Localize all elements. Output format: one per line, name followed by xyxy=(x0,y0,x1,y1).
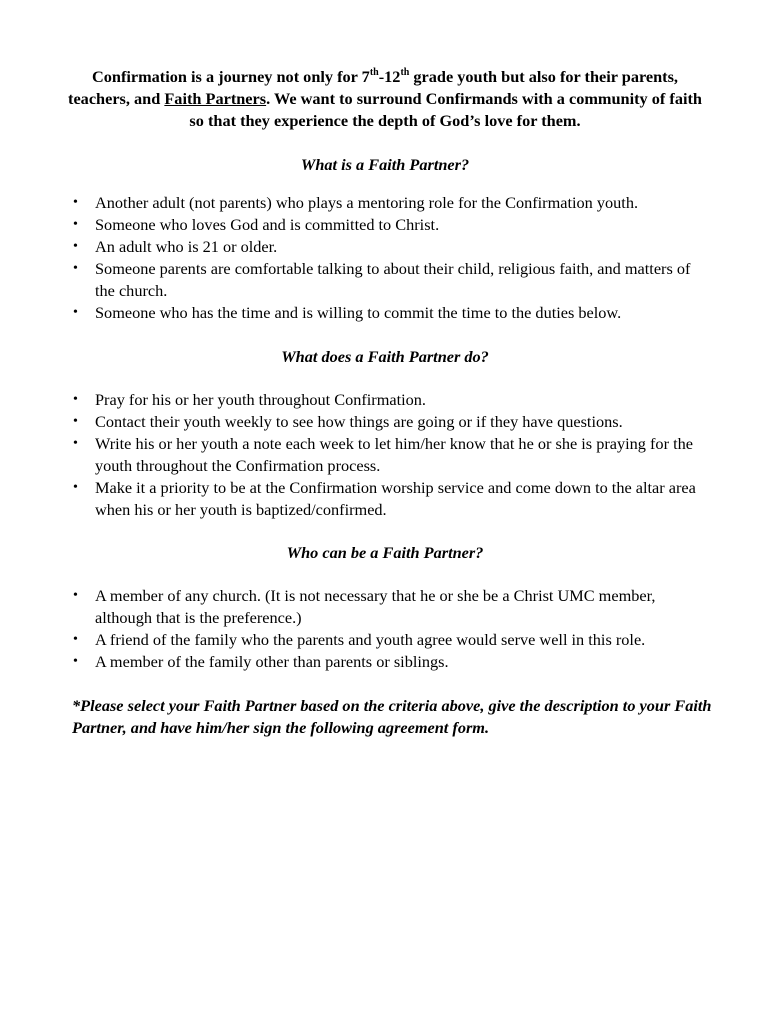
bullet-icon: • xyxy=(73,305,78,320)
section-list-who-can xyxy=(70,585,710,673)
list-item xyxy=(70,651,710,673)
closing-instruction: *Please select your Faith Partner based on the criteria above, give the description to your Faith Partner, and have him/her sign the following agreement form. xyxy=(72,696,712,737)
bullet-icon: • xyxy=(73,217,78,232)
bullet-icon: • xyxy=(73,392,78,407)
section-heading-what-does: What does a Faith Partner do? xyxy=(281,347,489,366)
intro-text-3: grade youth but also for their parents, teachers, and xyxy=(68,67,678,108)
bullet-icon: • xyxy=(73,414,78,429)
list-item-text: A member of the family other than parents or siblings. xyxy=(95,652,449,671)
bullet-icon: • xyxy=(73,436,78,451)
intro-text-4: . We want to surround Confirmands with a community of faith so that they experience the depth of God’s love for them. xyxy=(189,89,702,130)
list-item xyxy=(70,236,710,258)
list-item-text: A friend of the family who the parents and youth agree would serve well in this role. xyxy=(95,630,646,649)
intro-superscript-1: th xyxy=(369,66,379,78)
list-item xyxy=(70,411,710,433)
intro-text-1: Confirmation is a journey not only for 7 xyxy=(91,67,370,86)
list-item-text: Contact their youth weekly to see how things are going or if they have questions. xyxy=(95,412,623,431)
list-item-text: Another adult (not parents) who plays a mentoring role for the Confirmation youth. xyxy=(95,193,639,212)
list-item-text: Someone who has the time and is willing to commit the time to the duties below. xyxy=(95,303,622,322)
list-item xyxy=(70,585,710,629)
list-item xyxy=(70,433,710,477)
intro-text-2: -12 xyxy=(378,67,401,86)
list-item-text: Someone who loves God and is committed to Christ. xyxy=(95,215,440,234)
bullet-icon: • xyxy=(73,654,78,669)
intro-faith-partners-underlined: Faith Partners xyxy=(164,89,267,108)
list-item-text: Someone parents are comfortable talking to about their child, religious faith, and matters of the church. xyxy=(95,259,691,300)
section-heading-who-can: Who can be a Faith Partner? xyxy=(286,543,484,562)
list-item-text: Write his or her youth a note each week to let him/her know that he or she is praying for the youth throughout the Confirmation process. xyxy=(95,434,693,475)
intro-superscript-2: th xyxy=(400,66,410,78)
bullet-icon: • xyxy=(73,632,78,647)
bullet-icon: • xyxy=(73,480,78,495)
intro-paragraph xyxy=(60,66,710,132)
bullet-icon: • xyxy=(73,239,78,254)
list-item xyxy=(70,389,710,411)
list-item-text: Pray for his or her youth throughout Confirmation. xyxy=(95,390,427,409)
list-item-text: Make it a priority to be at the Confirmation worship service and come down to the altar area when his or her youth is baptized/confirmed. xyxy=(95,478,696,519)
list-item-text: A member of any church. (It is not necessary that he or she be a Christ UMC member, although that is the preference.) xyxy=(95,586,656,627)
section-list-what-is xyxy=(70,192,710,324)
section-heading-what-is: What is a Faith Partner? xyxy=(300,155,470,174)
list-item xyxy=(70,258,710,302)
bullet-icon: • xyxy=(73,195,78,210)
list-item-text: An adult who is 21 or older. xyxy=(95,237,278,256)
bullet-icon: • xyxy=(73,588,78,603)
list-item xyxy=(70,302,710,324)
list-item xyxy=(70,214,710,236)
list-item xyxy=(70,192,710,214)
bullet-icon: • xyxy=(73,261,78,276)
list-item xyxy=(70,629,710,651)
list-item xyxy=(70,477,710,521)
section-list-what-does xyxy=(70,389,710,521)
